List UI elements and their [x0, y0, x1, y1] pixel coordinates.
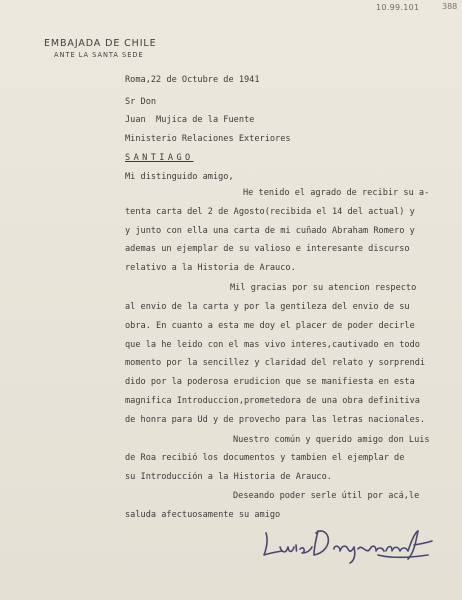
addressee-city: SANTIAGO [125, 153, 194, 163]
archive-reference: 10.99.101 [376, 3, 420, 12]
letter-date: Roma,22 de Octubre de 1941 [125, 75, 260, 85]
body-line: de honra para Ud y de provecho para las letras nacionales. [125, 415, 426, 425]
body-line: Mil gracias por su atencion respecto [230, 283, 417, 293]
body-line: obra. En cuanto a esta me doy el placer de poder decirle [125, 321, 415, 331]
addressee-title: Sr Don [125, 97, 157, 107]
body-line: He tenido el agrado de recibir su a- [243, 188, 430, 198]
body-line: dido por la poderosa erudicion que se manifiesta en esta [125, 377, 415, 387]
body-line: de Roa recibió los documentos y tambien el ejemplar de [125, 453, 405, 463]
letterhead-holy-see: ANTE LA SANTA SEDE [54, 51, 144, 59]
handwritten-signature [258, 525, 443, 565]
letterhead [44, 38, 157, 59]
body-line: relativo a la Historia de Arauco. [125, 263, 296, 273]
body-line: magnifica Introduccion,prometedora de una obra definitiva [125, 396, 420, 406]
body-line: tenta carta del 2 de Agosto(recibida el 14 del actual) y [125, 207, 415, 217]
body-line: Deseando poder serle útil por acá,le [233, 491, 420, 501]
body-line: Nuestro común y querido amigo don Luis [233, 435, 430, 445]
addressee-office: Ministerio Relaciones Exteriores [125, 134, 291, 144]
body-line: momento por la sencillez y claridad del relato y sorprendi [125, 358, 426, 368]
salutation: Mi distinguido amigo, [125, 172, 234, 182]
closing-line: saluda afectuosamente su amigo [125, 510, 281, 520]
body-line: al envio de la carta y por la gentileza del envio de su [125, 302, 410, 312]
body-line: y junto con ella una carta de mi cuñado Abraham Romero y [125, 226, 415, 236]
body-line: su Introducción a la Historia de Arauco. [125, 472, 332, 482]
archive-page-number: 388 [442, 2, 458, 11]
addressee-name: Juan Mujica de la Fuente [125, 115, 255, 125]
letterhead-embassy: EMBAJADA DE CHILE [44, 38, 157, 49]
body-line: ademas un ejemplar de su valioso e interesante discurso [125, 244, 410, 254]
body-line: que la he leido con el mas vivo interes,cautivado en todo [125, 340, 420, 350]
